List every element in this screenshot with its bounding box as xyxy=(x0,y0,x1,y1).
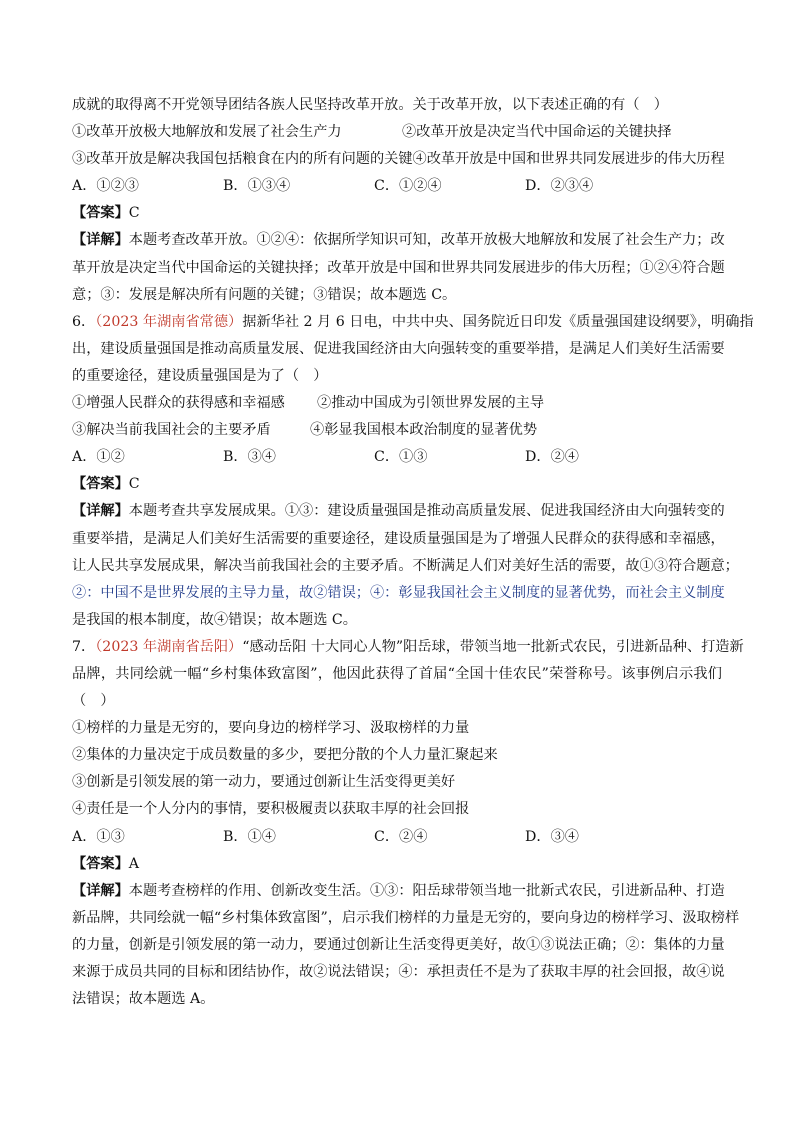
q7-option-a: A．①③ xyxy=(72,828,125,845)
q6-detail-line-3: 让人民共享发展成果，解决当前我国社会的主要矛盾。不断满足人们对美好生活的需要，故①③符合题意； xyxy=(72,557,739,574)
q6-detail-label: 【详解】 xyxy=(72,503,129,520)
q6-source: （2023 年湖南省常德） xyxy=(95,313,243,330)
q6-stem-line-3: 的重要途径，建设质量强国是为了（ ） xyxy=(72,367,328,384)
q6-number: 6． xyxy=(72,313,96,330)
q5-statement-3: ③改革开放是解决我国包括粮食在内的所有问题的关键 xyxy=(72,151,413,168)
q6-detail-line-4: ②：中国不是世界发展的主导力量，故②错误；④：彰显我国社会主义制度的显著优势，而社会主义制度 xyxy=(72,584,725,601)
q6-answer xyxy=(72,471,722,498)
q7-statement-4: ④责任是一个人分内的事情，要积极履责以获取丰厚的社会回报 xyxy=(72,801,470,818)
q7-source: （2023 年湖南省岳阳） xyxy=(95,638,243,655)
q7-detail-line-2: 新品牌，共同绘就一幅“乡村集体致富图”，启示我们榜样的力量是无穷的，要向身边的榜样学习、汲取榜样 xyxy=(72,909,740,926)
q6-detail-line-2: 重要举措，是满足人们美好生活需要的重要途径，建设质量强国是为了增强人民群众的获得感和幸福感， xyxy=(72,530,725,547)
q7-statement-1: ①榜样的力量是无穷的，要向身边的榜样学习、汲取榜样的力量 xyxy=(72,720,470,737)
q7-options xyxy=(72,824,722,851)
q7-statement-3: ③创新是引领发展的第一动力，要通过创新让生活变得更美好 xyxy=(72,774,456,791)
q6-detail-text-1: 本题考查共享发展成果。①③：建设质量强国是推动高质量发展、促进我国经济由大向强转变的 xyxy=(128,503,725,520)
q5-option-d: D．②③④ xyxy=(525,178,594,195)
q5-detail-line-3: 意；③：发展是解决所有问题的关键；③错误；故本题选 C。 xyxy=(72,286,457,303)
q7-answer xyxy=(72,851,722,878)
q7-detail-text-1: 本题考查榜样的作用、创新改变生活。①③：阳岳球带领当地一批新式农民，引进新品种、打造 xyxy=(128,882,725,899)
q6-option-d: D．②④ xyxy=(525,449,579,466)
question-7 xyxy=(72,634,744,1013)
q5-statement-1: ①改革开放极大地解放和发展了社会生产力 xyxy=(72,124,342,141)
q5-statement-4: ④改革开放是中国和世界共同发展进步的伟大历程 xyxy=(412,151,725,168)
q7-statement-2: ②集体的力量决定于成员数量的多少，要把分散的个人力量汇聚起来 xyxy=(72,747,498,764)
q6-answer-value: C xyxy=(128,476,140,493)
q5-options xyxy=(72,173,722,200)
q6-stem-line-1 xyxy=(72,309,754,336)
q7-option-c: C．②④ xyxy=(374,828,428,845)
q6-answer-label: 【答案】 xyxy=(72,476,129,493)
q7-detail-line-4: 来源于成员共同的目标和团结协作，故②说法错误；④：承担责任不是为了获取丰厚的社会回报，故④说 xyxy=(72,964,725,980)
q5-answer xyxy=(72,200,722,227)
q6-detail-line-5: 是我国的根本制度，故④错误；故本题选 C。 xyxy=(72,611,357,628)
q7-option-b: B．①④ xyxy=(223,828,276,845)
q6-stem-line-2: 出，建设质量强国是推动高质量发展、促进我国经济由大向强转变的重要举措，是满足人们美好生活需要 xyxy=(72,340,725,357)
q7-number: 7． xyxy=(72,638,96,655)
q7-answer-label: 【答案】 xyxy=(72,855,129,872)
q5-answer-label: 【答案】 xyxy=(72,205,129,222)
q7-stem-line-1 xyxy=(72,634,744,661)
q6-stem-text-1: 据新华社 2 月 6 日电，中共中央、国务院近日印发《质量强国建设纲要》，明确指 xyxy=(242,313,754,330)
q7-detail-label: 【详解】 xyxy=(72,882,129,899)
q6-detail-line-1 xyxy=(72,498,725,525)
q7-detail-line-1 xyxy=(72,878,725,905)
q5-stem: 成就的取得离不开党领导团结各族人民坚持改革开放。关于改革开放，以下表述正确的有（ ） xyxy=(72,97,668,113)
q7-stem-text-1: “感动岳阳 十大同心人物”阳岳球，带领当地一批新式农民，引进新品种、打造新 xyxy=(242,638,744,655)
q5-option-b: B．①③④ xyxy=(223,178,291,195)
q7-option-d: D．③④ xyxy=(525,828,579,845)
q6-statement-2: ②推动中国成为引领世界发展的主导 xyxy=(317,395,545,412)
q5-detail-line-1 xyxy=(72,227,725,254)
q7-detail-line-5: 法错误；故本题选 A。 xyxy=(72,991,215,1008)
q7-stem-line-3: （ ） xyxy=(72,693,115,710)
q5-detail-label: 【详解】 xyxy=(72,232,129,249)
q5-answer-value: C xyxy=(128,205,140,222)
q6-options xyxy=(72,444,722,471)
document-content xyxy=(72,92,754,1013)
q5-statements-row-1 xyxy=(72,119,722,146)
q6-statement-1: ①增强人民群众的获得感和幸福感 xyxy=(72,395,285,412)
q5-option-a: A．①②③ xyxy=(72,178,139,195)
question-6 xyxy=(72,309,754,634)
q5-statement-2: ②改革开放是决定当代中国命运的关键抉择 xyxy=(402,124,672,141)
q7-answer-value: A xyxy=(128,855,140,872)
q6-option-b: B．③④ xyxy=(223,449,276,466)
q6-statements-row-2 xyxy=(72,417,722,444)
q6-option-a: A．①② xyxy=(72,449,125,466)
q7-stem-line-2: 品牌，共同绘就一幅“乡村集体致富图”，他因此获得了首届“全国十佳农民”荣誉称号。该事例启示我们 xyxy=(72,665,722,682)
q5-detail-text-1: 本题考查改革开放。①②④：依据所学知识可知，改革开放极大地解放和发展了社会生产力；改 xyxy=(128,232,725,249)
q5-option-c: C．①②④ xyxy=(374,178,442,195)
q5-detail-line-2: 革开放是决定当代中国命运的关键抉择；改革开放是中国和世界共同发展进步的伟大历程；①②④符合题 xyxy=(72,259,725,276)
question-5 xyxy=(72,92,725,309)
q6-statement-3: ③解决当前我国社会的主要矛盾 xyxy=(72,422,271,439)
q6-option-c: C．①③ xyxy=(374,449,428,466)
q6-statements-row-1 xyxy=(72,390,722,417)
q7-detail-line-3: 的力量，创新是引领发展的第一动力，要通过创新让生活变得更美好，故①③说法正确；②：集体的力量 xyxy=(72,936,725,953)
q6-statement-4: ④彰显我国根本政治制度的显著优势 xyxy=(310,422,538,439)
q5-statements-row-2 xyxy=(72,146,725,173)
